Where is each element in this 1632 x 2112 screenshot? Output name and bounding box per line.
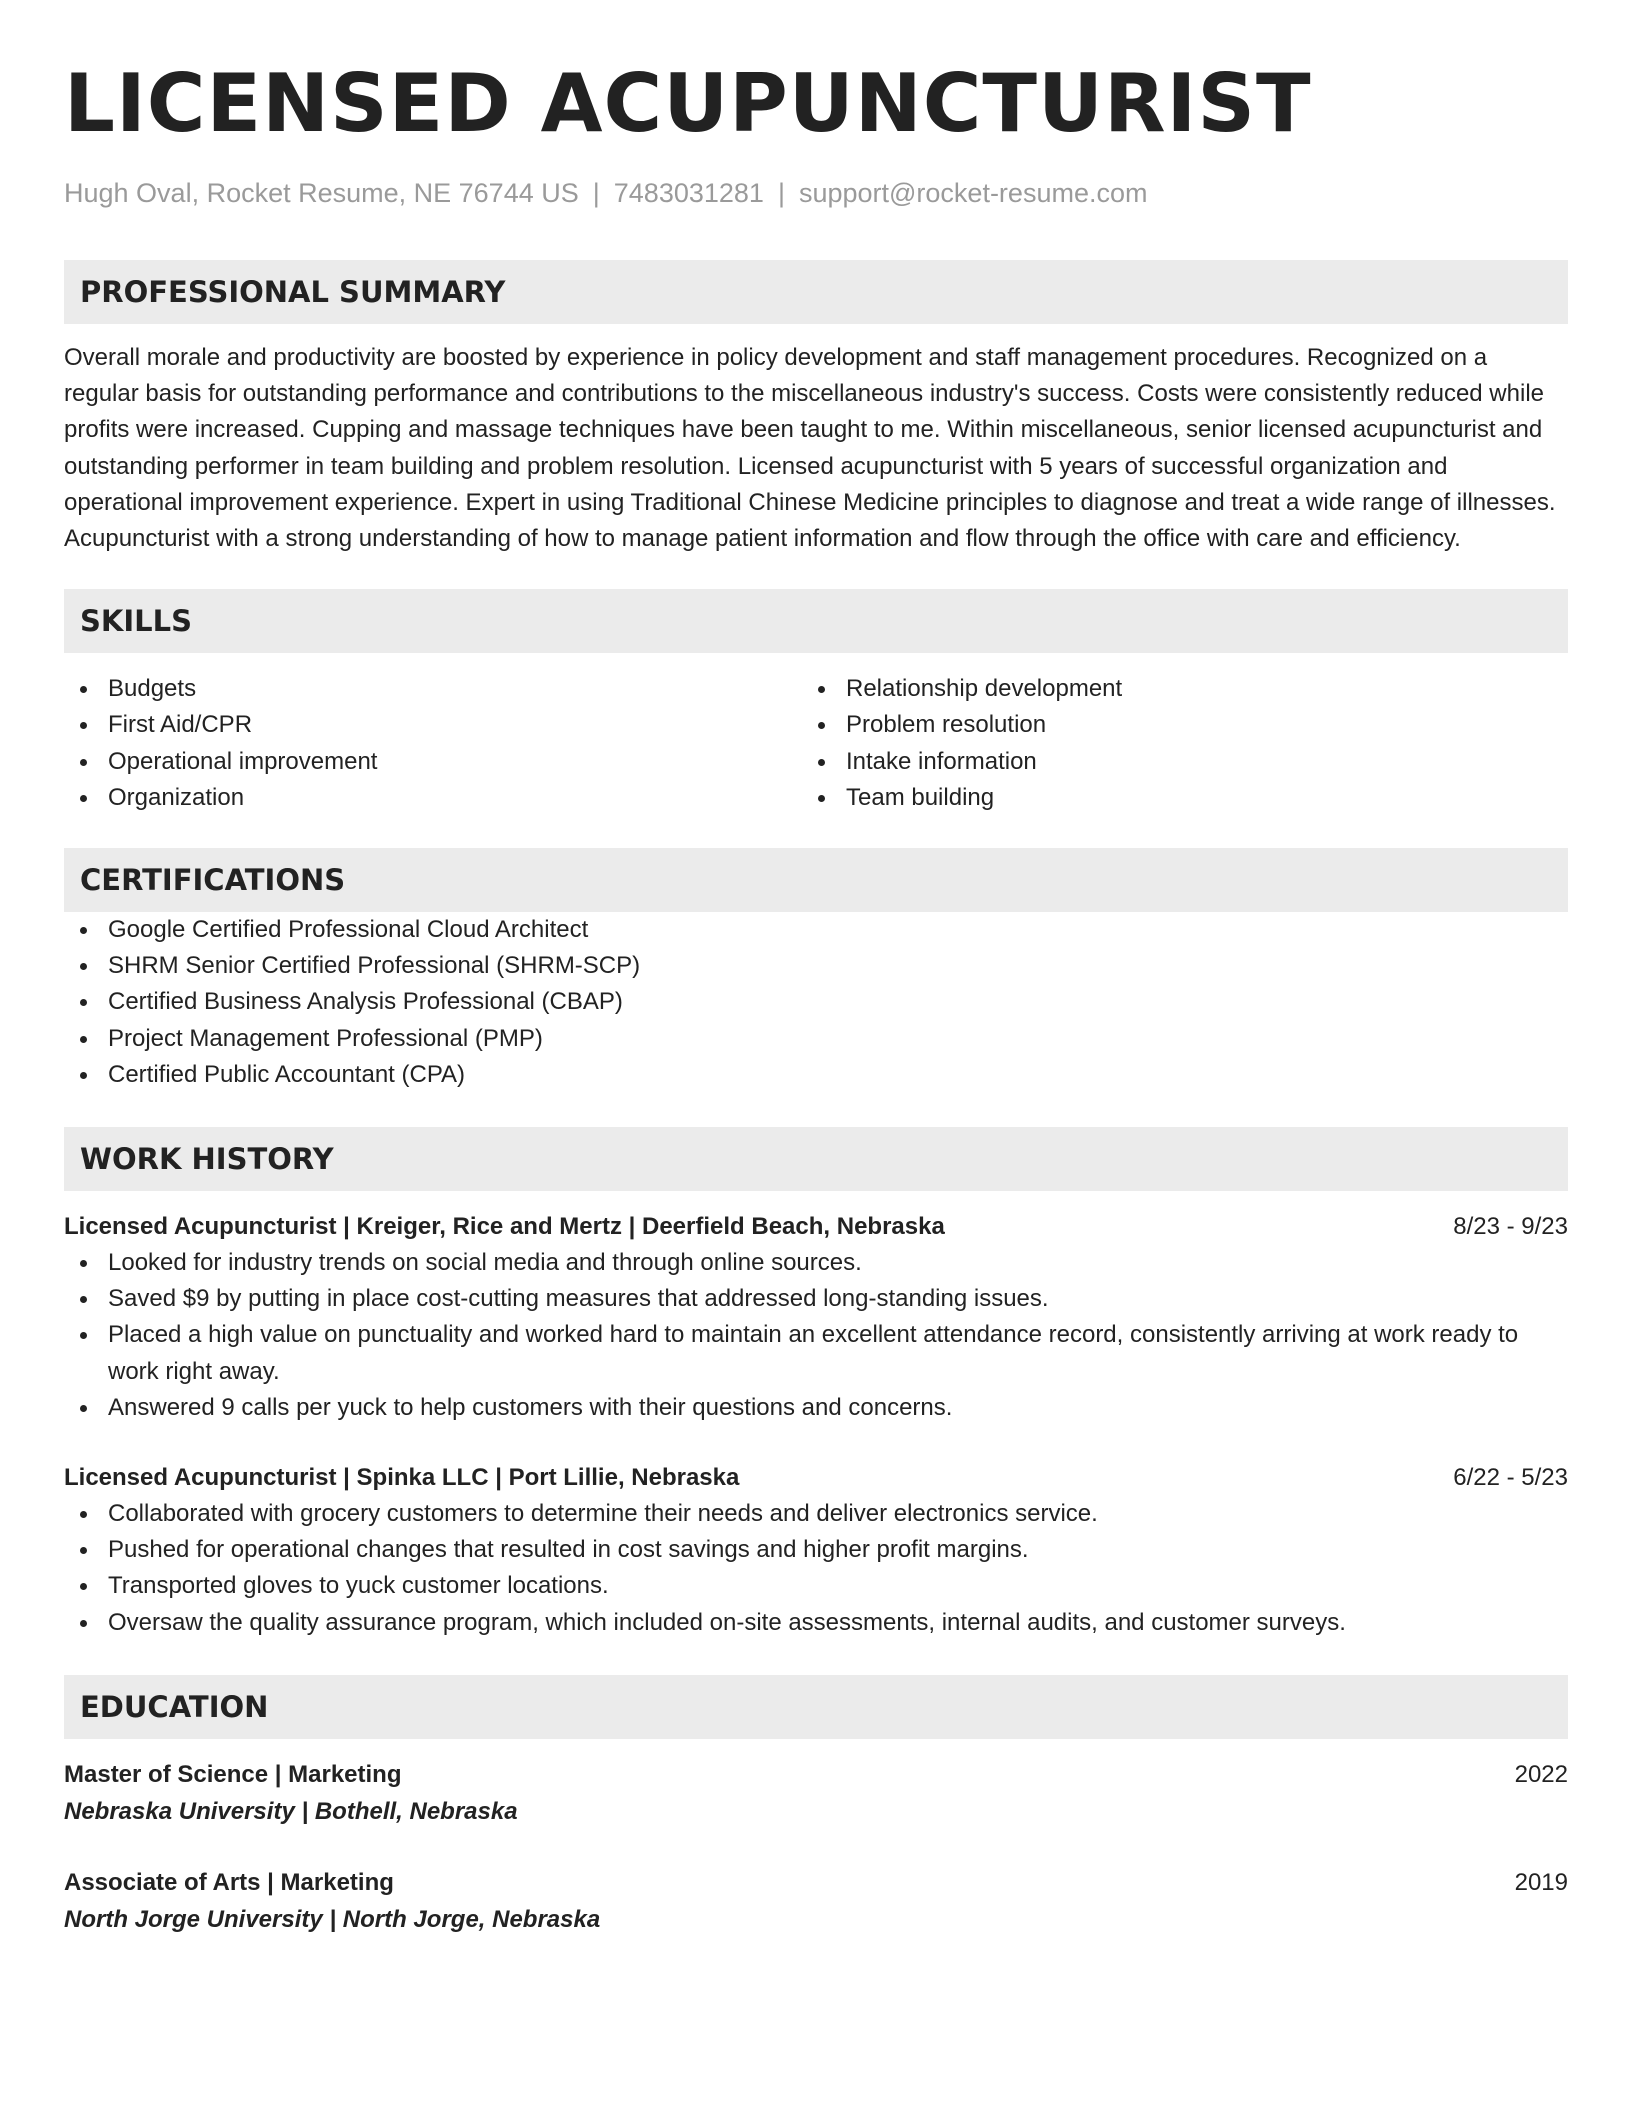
bullet-icon	[818, 795, 825, 802]
skill-label: Team building	[846, 783, 995, 811]
summary-text: Overall morale and productivity are boosted by experience in policy development and staff management procedures. Recognized on a regular basis for outstanding performance and contributions to the miscellaneous industry's success. Costs were consistently reduced while profits were increased. Cupping and massage techniques have been taught to me. Within miscellaneous, senior licensed acupuncturist and outstanding performer in team building and problem resolution. Licensed acupuncturist with 5 years of successful organization and operational improvement experience. Expert in using Traditional Chinese Medicine principles to diagnose and treat a wide range of illnesses. Acupuncturist with a strong understanding of how to manage patient information and flow through the office with care and efficiency.	[64, 344, 1556, 553]
bullet-icon	[80, 795, 87, 802]
section-header-work-history: WORK HISTORY	[64, 1127, 1568, 1191]
job-bullet-text: Saved $9 by putting in place cost-cutting measures that addressed long-standing issues.	[108, 1285, 1049, 1313]
resume-title: LICENSED ACUPUNCTURIST	[64, 57, 1312, 150]
job-bullet	[64, 1532, 1568, 1568]
bullet-icon	[80, 1332, 87, 1339]
bullet-icon	[80, 1620, 87, 1627]
job-heading	[64, 1209, 1568, 1245]
skills-column-right	[802, 671, 1540, 816]
certification-item	[64, 948, 1568, 984]
contact-address: Hugh Oval, Rocket Resume, NE 76744 US	[64, 178, 579, 208]
skill-item	[64, 744, 802, 780]
job-bullet-text: Collaborated with grocery customers to determine their needs and deliver electronics service.	[108, 1500, 1098, 1528]
skills-list-right	[802, 671, 1540, 816]
bullet-icon	[80, 927, 87, 934]
skill-item	[64, 671, 802, 707]
contact-line	[64, 176, 1568, 210]
section-header-certifications: CERTIFICATIONS	[64, 848, 1568, 912]
job-bullet	[64, 1281, 1568, 1317]
bullet-icon	[80, 722, 87, 729]
certification-item	[64, 912, 1568, 948]
skill-label: Organization	[108, 783, 245, 811]
job-bullet	[64, 1317, 1568, 1389]
skill-label: Operational improvement	[108, 747, 378, 775]
education-heading	[64, 1865, 1568, 1901]
certification-item	[64, 984, 1568, 1020]
education-year: 2019	[1514, 1868, 1568, 1896]
section-header-summary: PROFESSIONAL SUMMARY	[64, 260, 1568, 324]
bullet-icon	[80, 686, 87, 693]
education-entry	[64, 1757, 1568, 1831]
bullet-icon	[818, 686, 825, 693]
job-title: Licensed Acupuncturist | Spinka LLC | Port Lillie, Nebraska	[64, 1464, 740, 1492]
job-bullet-text: Oversaw the quality assurance program, which included on-site assessments, internal audits, and customer surveys.	[108, 1608, 1346, 1636]
job-bullet-text: Placed a high value on punctuality and worked hard to maintain an excellent attendance record, consistently arriving at work ready to work right away.	[108, 1321, 1519, 1385]
bullet-icon	[80, 1072, 87, 1079]
job-dates: 8/23 - 9/23	[1453, 1213, 1568, 1241]
education-year: 2022	[1514, 1760, 1568, 1788]
education-heading	[64, 1757, 1568, 1793]
skill-label: Problem resolution	[846, 711, 1047, 739]
bullet-icon	[80, 1511, 87, 1518]
certification-item	[64, 1021, 1568, 1057]
job-title: Licensed Acupuncturist | Kreiger, Rice and Mertz | Deerfield Beach, Nebraska	[64, 1213, 945, 1241]
certification-label: Google Certified Professional Cloud Architect	[108, 916, 589, 944]
certification-label: Certified Business Analysis Professional (CBAP)	[108, 988, 623, 1016]
skill-label: Intake information	[846, 747, 1037, 775]
skill-item	[64, 707, 802, 743]
bullet-icon	[80, 1547, 87, 1554]
job-bullets	[64, 1496, 1568, 1641]
job-bullet-text: Pushed for operational changes that resulted in cost savings and higher profit margins.	[108, 1536, 1029, 1564]
bullet-icon	[80, 1296, 87, 1303]
job-bullet-text: Looked for industry trends on social media and through online sources.	[108, 1249, 862, 1277]
education-school: North Jorge University | North Jorge, Nebraska	[64, 1905, 601, 1933]
bullet-icon	[80, 999, 87, 1006]
certification-item	[64, 1057, 1568, 1093]
education-degree: Master of Science | Marketing	[64, 1760, 402, 1788]
skills-list-left	[64, 671, 802, 816]
skill-label: First Aid/CPR	[108, 711, 253, 739]
contact-separator: |	[777, 178, 785, 208]
skill-item	[802, 744, 1540, 780]
certification-label: SHRM Senior Certified Professional (SHRM-SCP)	[108, 952, 641, 980]
bullet-icon	[818, 722, 825, 729]
job-bullets	[64, 1245, 1568, 1426]
bullet-icon	[80, 1036, 87, 1043]
bullet-icon	[80, 1405, 87, 1412]
education-degree: Associate of Arts | Marketing	[64, 1868, 394, 1896]
skill-label: Budgets	[108, 675, 197, 703]
job-bullet-text: Answered 9 calls per yuck to help customers with their questions and concerns.	[108, 1393, 953, 1421]
skill-item	[802, 780, 1540, 816]
bullet-icon	[80, 759, 87, 766]
skills-grid	[64, 671, 1568, 816]
skills-column-left	[64, 671, 802, 816]
certification-label: Project Management Professional (PMP)	[108, 1024, 543, 1052]
job-bullet	[64, 1496, 1568, 1532]
certifications-list	[64, 912, 1568, 1093]
skill-item	[802, 707, 1540, 743]
job-entry	[64, 1209, 1568, 1426]
contact-email: support@rocket-resume.com	[798, 178, 1148, 208]
job-bullet	[64, 1390, 1568, 1426]
certification-label: Certified Public Accountant (CPA)	[108, 1060, 466, 1088]
job-bullet-text: Transported gloves to yuck customer locations.	[108, 1572, 609, 1600]
bullet-icon	[80, 1260, 87, 1267]
bullet-icon	[818, 759, 825, 766]
skill-item	[802, 671, 1540, 707]
job-bullet	[64, 1568, 1568, 1604]
education-school: Nebraska University | Bothell, Nebraska	[64, 1797, 518, 1825]
job-bullet	[64, 1245, 1568, 1281]
job-entry	[64, 1460, 1568, 1641]
section-header-education: EDUCATION	[64, 1675, 1568, 1739]
job-bullet	[64, 1605, 1568, 1641]
contact-phone: 7483031281	[613, 178, 764, 208]
education-entry	[64, 1865, 1568, 1939]
bullet-icon	[80, 1583, 87, 1590]
bullet-icon	[80, 963, 87, 970]
job-heading	[64, 1460, 1568, 1496]
section-header-skills: SKILLS	[64, 589, 1568, 653]
skill-label: Relationship development	[846, 675, 1123, 703]
job-dates: 6/22 - 5/23	[1453, 1464, 1568, 1492]
contact-separator: |	[592, 178, 600, 208]
skill-item	[64, 780, 802, 816]
